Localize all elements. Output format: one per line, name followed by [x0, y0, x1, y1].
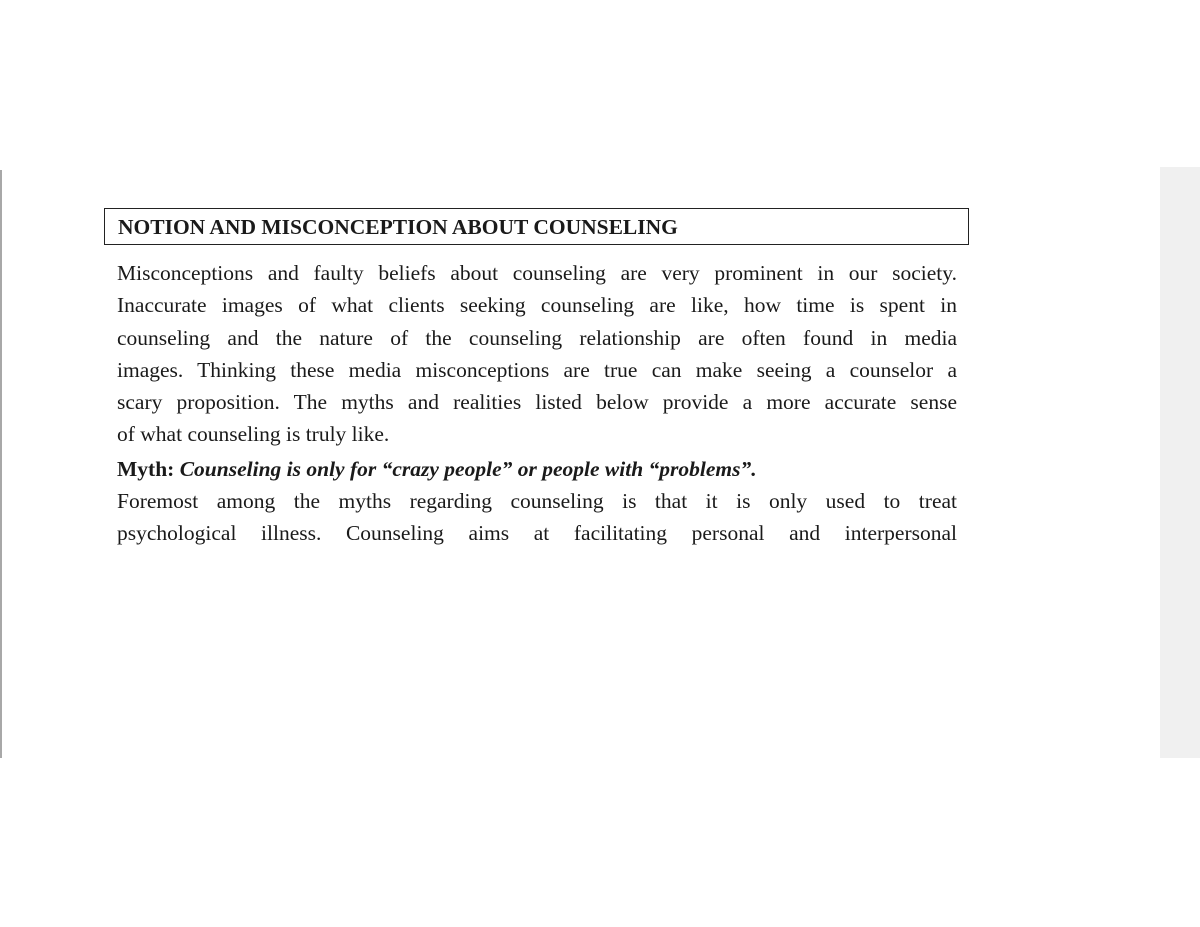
- paragraph-line: images. Thinking these media misconceptions are true can make seeing a counselor a: [117, 357, 957, 382]
- paragraph-line: Misconceptions and faulty beliefs about counseling are very prominent in our society.: [117, 261, 957, 285]
- document-page-content: [104, 208, 970, 549]
- paragraph-line: psychological illness. Counseling aims at facilitating personal and interpersonal: [117, 521, 957, 546]
- paragraph-line: of what counseling is truly like.: [117, 422, 390, 447]
- paragraph-line: counseling and the nature of the counseling relationship are often found in media: [117, 325, 957, 350]
- paragraph-line: scary proposition. The myths and realities listed below provide a more accurate sense: [117, 390, 957, 415]
- paragraph-line: Foremost among the myths regarding counseling is that it is only used to treat: [117, 488, 957, 513]
- paragraph-misconceptions: [117, 257, 957, 451]
- myth-statement: Counseling is only for “crazy people” or people with “problems”.: [179, 456, 757, 481]
- page-left-edge: [0, 170, 2, 758]
- myth-label: Myth:: [117, 456, 175, 481]
- paragraph-myth-explanation: [117, 485, 957, 550]
- side-panel: [1160, 167, 1200, 758]
- section-heading: NOTION AND MISCONCEPTION ABOUT COUNSELING: [104, 208, 969, 245]
- paragraph-line: Inaccurate images of what clients seeking counseling are like, how time is spent in: [117, 293, 957, 318]
- myth-heading: [117, 454, 970, 484]
